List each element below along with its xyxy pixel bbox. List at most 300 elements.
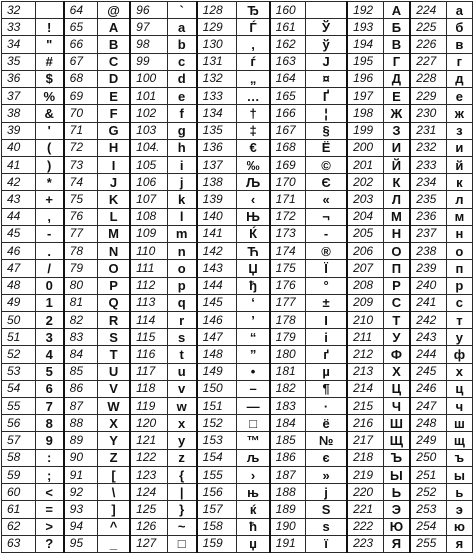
code-cell: 168 [270, 139, 306, 156]
code-cell: 145 [197, 294, 237, 311]
code-cell: 46 [2, 243, 36, 260]
code-cell: 179 [270, 329, 306, 346]
code-cell: 100 [130, 70, 167, 87]
glyph-cell: N [97, 243, 130, 260]
glyph-cell: х [446, 363, 472, 380]
table-row [2, 518, 473, 535]
table-row [2, 19, 473, 36]
glyph-cell: € [237, 139, 270, 156]
code-cell: 155 [197, 466, 237, 483]
glyph-cell: B [97, 36, 130, 53]
table-row [2, 122, 473, 139]
code-cell: 42 [2, 174, 36, 191]
code-cell: 232 [410, 139, 446, 156]
code-cell: 244 [410, 346, 446, 363]
table-row [2, 329, 473, 346]
glyph-cell: x [167, 415, 196, 432]
glyph-cell: k [167, 191, 196, 208]
code-cell: 128 [197, 2, 237, 19]
code-cell: 61 [2, 501, 36, 518]
glyph-cell: 3 [35, 329, 63, 346]
code-cell: 71 [64, 122, 98, 139]
glyph-cell: Џ [237, 260, 270, 277]
table-row [2, 380, 473, 397]
code-cell: 63 [2, 535, 36, 552]
glyph-cell: к [446, 174, 472, 191]
glyph-cell: А [383, 2, 410, 19]
glyph-cell: * [35, 174, 63, 191]
code-cell: 116 [130, 346, 167, 363]
glyph-cell: П [383, 260, 410, 277]
code-cell: 207 [347, 260, 383, 277]
glyph-cell: U [97, 363, 130, 380]
code-cell: 64 [64, 2, 98, 19]
glyph-cell: · [306, 398, 347, 415]
code-cell: 243 [410, 329, 446, 346]
glyph-cell: Я [383, 535, 410, 552]
code-cell: 157 [197, 501, 237, 518]
table-row [2, 208, 473, 225]
table-row [2, 36, 473, 53]
code-cell: 124 [130, 484, 167, 501]
code-cell: 218 [347, 449, 383, 466]
code-cell: 200 [347, 139, 383, 156]
glyph-cell: T [97, 346, 130, 363]
code-cell: 140 [197, 208, 237, 225]
code-cell: 119 [130, 398, 167, 415]
glyph-cell: г [446, 53, 472, 70]
glyph-cell: h [167, 139, 196, 156]
glyph-cell: ‰ [237, 156, 270, 173]
glyph-cell: e [167, 88, 196, 105]
code-cell: 205 [347, 225, 383, 242]
table-row [2, 174, 473, 191]
code-cell: 235 [410, 191, 446, 208]
glyph-cell: ® [306, 243, 347, 260]
glyph-cell: … [237, 88, 270, 105]
glyph-cell: ¦ [306, 105, 347, 122]
table-row [2, 398, 473, 415]
code-cell: 149 [197, 363, 237, 380]
glyph-cell: І [306, 311, 347, 328]
glyph-cell: Й [383, 156, 410, 173]
code-cell: 74 [64, 174, 98, 191]
code-cell: 237 [410, 225, 446, 242]
glyph-cell: п [446, 260, 472, 277]
glyph-cell: j [167, 174, 196, 191]
glyph-cell: ° [306, 277, 347, 294]
code-cell: 139 [197, 191, 237, 208]
code-cell: 141 [197, 225, 237, 242]
code-cell: 156 [197, 484, 237, 501]
glyph-cell: # [35, 53, 63, 70]
code-cell: 112 [130, 277, 167, 294]
code-cell: 75 [64, 191, 98, 208]
glyph-cell: № [306, 432, 347, 449]
code-cell: 171 [270, 191, 306, 208]
glyph-cell: w [167, 398, 196, 415]
code-cell: 213 [347, 363, 383, 380]
code-cell: 158 [197, 518, 237, 535]
code-cell: 183 [270, 398, 306, 415]
glyph-cell: C [97, 53, 130, 70]
code-cell: 234 [410, 174, 446, 191]
code-cell: 130 [197, 36, 237, 53]
code-cell: 162 [270, 36, 306, 53]
code-cell: 154 [197, 449, 237, 466]
code-cell: 113 [130, 294, 167, 311]
code-cell: 233 [410, 156, 446, 173]
glyph-cell: A [97, 19, 130, 36]
table-row [2, 243, 473, 260]
code-cell: 254 [410, 518, 446, 535]
glyph-cell: % [35, 88, 63, 105]
code-cell: 80 [64, 277, 98, 294]
glyph-cell: а [446, 2, 472, 19]
glyph-cell: ї [306, 535, 347, 552]
code-cell: 151 [197, 398, 237, 415]
glyph-cell: ) [35, 156, 63, 173]
code-cell: 98 [130, 36, 167, 53]
glyph-cell: t [167, 346, 196, 363]
code-cell: 247 [410, 398, 446, 415]
glyph-cell: q [167, 294, 196, 311]
code-cell: 106 [130, 174, 167, 191]
code-cell: 240 [410, 277, 446, 294]
glyph-cell: M [97, 225, 130, 242]
table-row [2, 53, 473, 70]
glyph-cell: н [446, 225, 472, 242]
code-cell: 210 [347, 311, 383, 328]
glyph-cell: v [167, 380, 196, 397]
code-cell: 186 [270, 449, 306, 466]
code-cell: 176 [270, 277, 306, 294]
code-cell: 220 [347, 484, 383, 501]
table-row [2, 88, 473, 105]
glyph-cell: | [167, 484, 196, 501]
code-cell: 255 [410, 535, 446, 552]
glyph-cell: = [35, 501, 63, 518]
glyph-cell: $ [35, 70, 63, 87]
glyph-cell: Z [97, 449, 130, 466]
code-cell: 115 [130, 329, 167, 346]
code-cell: 43 [2, 191, 36, 208]
table-row [2, 501, 473, 518]
code-cell: 136 [197, 139, 237, 156]
glyph-cell: љ [237, 449, 270, 466]
code-cell: 91 [64, 466, 98, 483]
glyph-cell: Э [383, 501, 410, 518]
code-cell: 90 [64, 449, 98, 466]
glyph-cell: К [383, 174, 410, 191]
code-cell: 118 [130, 380, 167, 397]
code-cell: 102 [130, 105, 167, 122]
glyph-cell: й [446, 156, 472, 173]
code-cell: 36 [2, 70, 36, 87]
code-cell: 252 [410, 484, 446, 501]
glyph-cell: в [446, 36, 472, 53]
glyph-cell: с [446, 294, 472, 311]
glyph-cell: l [167, 208, 196, 225]
table-row [2, 225, 473, 242]
glyph-cell: > [35, 518, 63, 535]
code-cell: 133 [197, 88, 237, 105]
glyph-cell: Ђ [237, 2, 270, 19]
glyph-cell: Є [306, 174, 347, 191]
glyph-cell: ^ [97, 518, 130, 535]
code-cell: 172 [270, 208, 306, 225]
code-cell: 219 [347, 466, 383, 483]
code-cell: 73 [64, 156, 98, 173]
glyph-cell: 4 [35, 346, 63, 363]
glyph-cell: " [35, 36, 63, 53]
glyph-cell: □ [167, 535, 196, 552]
table-row [2, 156, 473, 173]
glyph-cell: и [446, 139, 472, 156]
code-cell: 121 [130, 432, 167, 449]
glyph-cell: : [35, 449, 63, 466]
glyph-cell: Ї [306, 260, 347, 277]
glyph-cell: m [167, 225, 196, 242]
glyph-cell: , [237, 36, 270, 53]
glyph-cell: С [383, 294, 410, 311]
glyph-cell: З [383, 122, 410, 139]
code-cell: 114 [130, 311, 167, 328]
glyph-cell: I [97, 156, 130, 173]
code-cell: 134 [197, 105, 237, 122]
glyph-cell: S [97, 329, 130, 346]
glyph-cell: f [167, 105, 196, 122]
code-cell: 202 [347, 174, 383, 191]
glyph-cell: Ф [383, 346, 410, 363]
glyph-cell: 2 [35, 311, 63, 328]
code-cell: 129 [197, 19, 237, 36]
code-cell: 109 [130, 225, 167, 242]
glyph-cell: е [446, 88, 472, 105]
glyph-cell: Ѕ [306, 501, 347, 518]
table-row [2, 449, 473, 466]
code-cell: 97 [130, 19, 167, 36]
code-cell: 35 [2, 53, 36, 70]
glyph-cell: © [306, 156, 347, 173]
glyph-cell: Ш [383, 415, 410, 432]
table-row [2, 277, 473, 294]
glyph-cell: D [97, 70, 130, 87]
glyph-cell: Ю [383, 518, 410, 535]
glyph-cell: б [446, 19, 472, 36]
code-cell: 132 [197, 70, 237, 87]
glyph-cell: ‡ [237, 122, 270, 139]
glyph-cell: — [237, 398, 270, 415]
glyph-cell: › [237, 466, 270, 483]
code-cell: 208 [347, 277, 383, 294]
glyph-cell: „ [237, 70, 270, 87]
glyph-cell: Ё [306, 139, 347, 156]
code-cell: 166 [270, 105, 306, 122]
code-cell: 164 [270, 70, 306, 87]
code-cell: 170 [270, 174, 306, 191]
code-cell: 167 [270, 122, 306, 139]
code-cell: 201 [347, 156, 383, 173]
code-cell: 79 [64, 260, 98, 277]
code-cell: 196 [347, 70, 383, 87]
glyph-cell: Л [383, 191, 410, 208]
code-cell: 231 [410, 122, 446, 139]
code-cell: 48 [2, 277, 36, 294]
code-cell: 120 [130, 415, 167, 432]
glyph-cell: † [237, 105, 270, 122]
glyph-cell: ђ [237, 277, 270, 294]
code-cell: 198 [347, 105, 383, 122]
glyph-cell: Ы [383, 466, 410, 483]
glyph-cell: і [306, 329, 347, 346]
code-cell: 249 [410, 432, 446, 449]
code-cell: 69 [64, 88, 98, 105]
glyph-cell: Y [97, 432, 130, 449]
glyph-cell: р [446, 277, 472, 294]
glyph-cell: м [446, 208, 472, 225]
glyph-cell: њ [237, 484, 270, 501]
code-cell: 142 [197, 243, 237, 260]
code-cell: 173 [270, 225, 306, 242]
glyph-cell: 8 [35, 415, 63, 432]
code-cell: 206 [347, 243, 383, 260]
code-cell: 123 [130, 466, 167, 483]
glyph-cell: V [97, 380, 130, 397]
code-cell: 81 [64, 294, 98, 311]
glyph-cell: Љ [237, 174, 270, 191]
code-cell: 229 [410, 88, 446, 105]
code-cell: 60 [2, 484, 36, 501]
glyph-cell: \ [97, 484, 130, 501]
glyph-cell: ж [446, 105, 472, 122]
code-cell: 37 [2, 88, 36, 105]
code-cell: 53 [2, 363, 36, 380]
glyph-cell: P [97, 277, 130, 294]
glyph-cell: я [446, 535, 472, 552]
glyph-cell [306, 2, 347, 19]
code-cell: 177 [270, 294, 306, 311]
glyph-cell: O [97, 260, 130, 277]
glyph-cell: + [35, 191, 63, 208]
code-cell: 137 [197, 156, 237, 173]
code-cell: 194 [347, 36, 383, 53]
glyph-cell: Ј [306, 53, 347, 70]
glyph-cell: < [35, 484, 63, 501]
code-cell: 68 [64, 70, 98, 87]
code-cell: 51 [2, 329, 36, 346]
glyph-cell: д [446, 70, 472, 87]
code-cell: 146 [197, 311, 237, 328]
glyph-cell: § [306, 122, 347, 139]
glyph-cell: Ѓ [237, 19, 270, 36]
code-cell: 193 [347, 19, 383, 36]
glyph-cell: s [306, 518, 347, 535]
table-row [2, 105, 473, 122]
glyph-cell: М [383, 208, 410, 225]
code-cell: 70 [64, 105, 98, 122]
code-cell: 160 [270, 2, 306, 19]
glyph-cell: » [306, 466, 347, 483]
glyph-cell: o [167, 260, 196, 277]
code-cell: 147 [197, 329, 237, 346]
glyph-cell: E [97, 88, 130, 105]
code-cell: 245 [410, 363, 446, 380]
code-cell: 161 [270, 19, 306, 36]
code-cell: 143 [197, 260, 237, 277]
code-cell: 125 [130, 501, 167, 518]
table-row [2, 139, 473, 156]
code-cell: 54 [2, 380, 36, 397]
code-cell: 89 [64, 432, 98, 449]
glyph-cell: 5 [35, 363, 63, 380]
glyph-cell: џ [237, 535, 270, 552]
code-cell: 105 [130, 156, 167, 173]
code-cell: 148 [197, 346, 237, 363]
code-cell: 55 [2, 398, 36, 415]
code-cell: 242 [410, 311, 446, 328]
glyph-cell: Х [383, 363, 410, 380]
glyph-cell: Д [383, 70, 410, 87]
glyph-cell: µ [306, 363, 347, 380]
code-cell: 144 [197, 277, 237, 294]
code-cell: 211 [347, 329, 383, 346]
glyph-cell: ¤ [306, 70, 347, 87]
table-row [2, 363, 473, 380]
glyph-cell: 6 [35, 380, 63, 397]
code-cell: 248 [410, 415, 446, 432]
code-cell: 92 [64, 484, 98, 501]
glyph-cell: } [167, 501, 196, 518]
code-cell: 181 [270, 363, 306, 380]
table-row [2, 260, 473, 277]
code-cell: 230 [410, 105, 446, 122]
glyph-cell: Њ [237, 208, 270, 225]
code-cell: 190 [270, 518, 306, 535]
code-cell: 50 [2, 311, 36, 328]
code-cell: 195 [347, 53, 383, 70]
code-cell: 84 [64, 346, 98, 363]
code-cell: 111 [130, 260, 167, 277]
glyph-cell: Н [383, 225, 410, 242]
code-cell: 72 [64, 139, 98, 156]
code-cell: 87 [64, 398, 98, 415]
glyph-cell: G [97, 122, 130, 139]
glyph-cell: э [446, 501, 472, 518]
glyph-cell: ы [446, 466, 472, 483]
code-cell: 250 [410, 449, 446, 466]
table-row [2, 346, 473, 363]
code-cell: 188 [270, 484, 306, 501]
glyph-cell: ё [306, 415, 347, 432]
code-cell: 174 [270, 243, 306, 260]
glyph-cell: є [306, 449, 347, 466]
glyph-cell: Ґ [306, 88, 347, 105]
glyph-cell: У [383, 329, 410, 346]
code-cell: 94 [64, 518, 98, 535]
code-cell: 197 [347, 88, 383, 105]
glyph-cell: R [97, 311, 130, 328]
code-cell: 47 [2, 260, 36, 277]
code-cell: 44 [2, 208, 36, 225]
code-cell: 178 [270, 311, 306, 328]
glyph-cell: • [237, 363, 270, 380]
glyph-cell: ѓ [237, 53, 270, 70]
glyph-cell: “ [237, 329, 270, 346]
code-cell: 59 [2, 466, 36, 483]
glyph-cell: L [97, 208, 130, 225]
glyph-cell: ` [167, 2, 196, 19]
